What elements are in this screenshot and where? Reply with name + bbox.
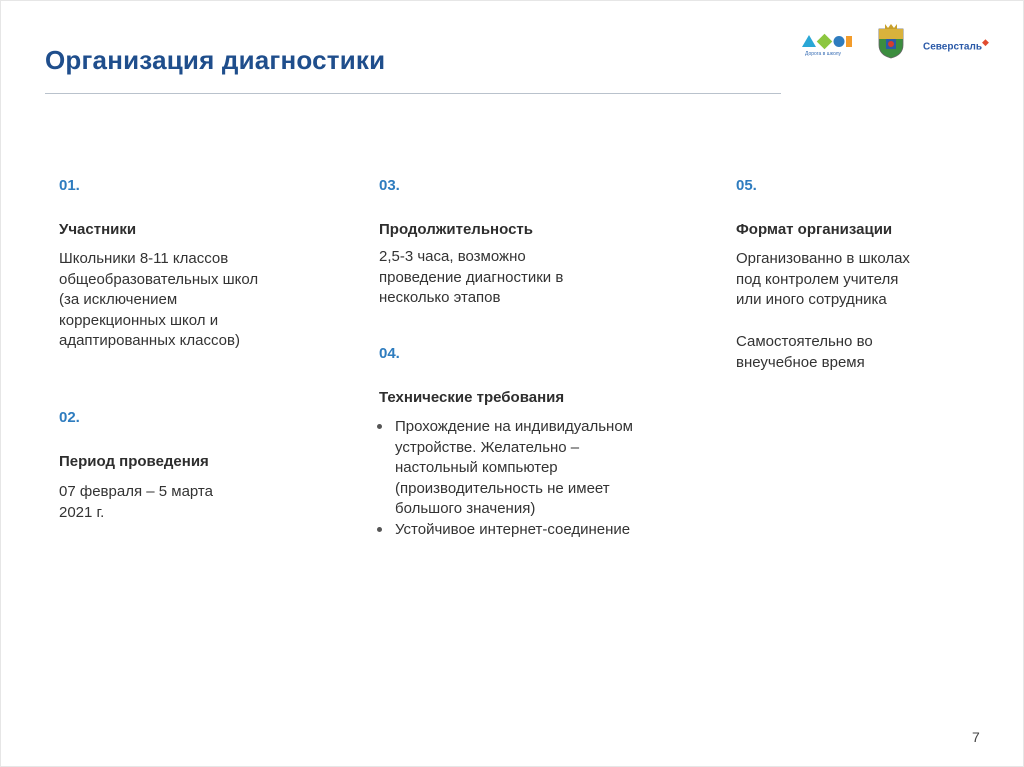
section-02-heading: Период проведения (59, 453, 209, 470)
section-05-number: 05. (736, 177, 757, 194)
page-title: Организация диагностики (45, 45, 386, 75)
page-number: 7 (972, 729, 980, 745)
list-item-text: Устойчивое интернет-соединение (395, 520, 631, 538)
section-01-text: Школьники 8-11 классов общеобразовательных школ (за исключением коррекционных школ и адаптированных классов) (59, 250, 259, 349)
section-01-heading: Участники (59, 221, 137, 238)
school-road-logo (801, 27, 857, 59)
list-item-text: Прохождение на индивидуальном устройстве. Желательно – настольный компьютер (производительность не имеет большого значения) (395, 418, 633, 517)
brand-name: Северсталь (923, 41, 982, 53)
section-03-heading: Продолжительность (379, 221, 533, 238)
bullet-icon (377, 527, 382, 532)
section-04-heading: Технические требования (379, 389, 565, 406)
severstal-logo (923, 37, 989, 52)
coat-of-arms-icon (877, 23, 905, 59)
list-item (375, 520, 633, 541)
section-05-text-1: Организованно в школах под контролем учителя или иного сотрудника (736, 250, 910, 308)
section-05-text-2: Самостоятельно во внеучебное время (736, 333, 873, 371)
section-02-number: 02. (59, 409, 80, 426)
section-03-number: 03. (379, 177, 400, 194)
shapes-logo-icon (801, 33, 853, 51)
title-divider (45, 93, 781, 94)
section-03-text: 2,5-3 часа, возможно проведение диагностики в несколько этапов (379, 248, 564, 306)
section-04-number: 04. (379, 345, 400, 362)
section-05-heading: Формат организации (736, 221, 893, 238)
logo-caption: Дорога в школу (805, 51, 842, 57)
list-item (375, 417, 633, 520)
bullet-icon (377, 424, 382, 429)
section-01-number: 01. (59, 177, 80, 194)
brand-mark-icon: ◆ (982, 37, 989, 47)
coat-of-arms-logo (877, 23, 905, 59)
section-04-list (375, 417, 633, 540)
section-02-text: 07 февраля – 5 марта 2021 г. (59, 483, 213, 521)
